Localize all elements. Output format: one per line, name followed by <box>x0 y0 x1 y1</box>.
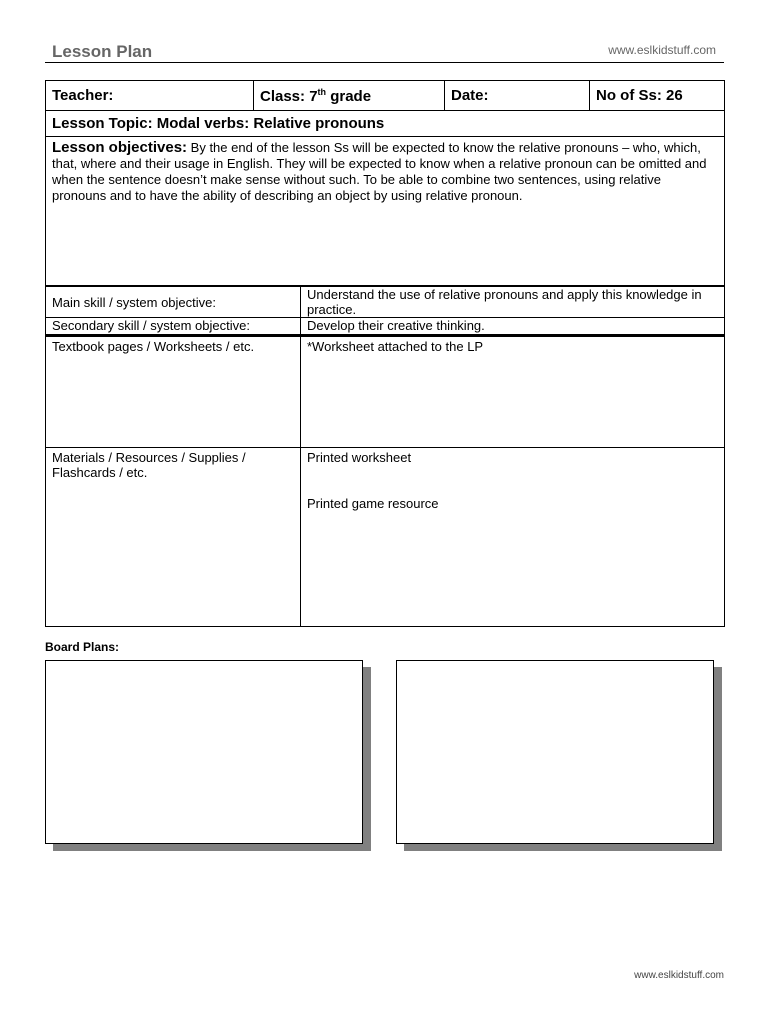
objectives-text: By the end of the lesson Ss will be expected to know the relative pronouns – who, which, that, where and their usage in English. They will be expected to know when a relative pronoun can be omitted and when the sentence doesn’t make sense without such. To be able to combine two sentences, using relative pronouns and to have the ability of describing an object by using relative pronoun. <box>52 140 707 203</box>
board-plans-label: Board Plans: <box>45 640 120 654</box>
class-label: Class: 7 <box>260 87 318 105</box>
main-skill-label: Main skill / system objective: <box>46 287 301 318</box>
spacer <box>307 465 718 496</box>
objectives-label: Lesson objectives: <box>52 139 188 156</box>
table-row <box>46 448 725 627</box>
date-cell: Date: <box>445 81 590 111</box>
board-plan-box <box>396 660 714 844</box>
materials-item: Printed worksheet <box>307 450 412 465</box>
secondary-skill-label: Secondary skill / system objective: <box>46 318 301 336</box>
main-skill-value: Understand the use of relative pronouns and apply this knowledge in practice. <box>301 287 725 318</box>
header-url: www.eslkidstuff.com <box>608 43 716 57</box>
board-plan-box <box>45 660 363 844</box>
table-row <box>46 318 725 336</box>
header-divider <box>45 62 724 63</box>
materials-value <box>301 448 725 627</box>
materials-item: Printed game resource <box>307 496 439 511</box>
class-cell <box>254 81 445 111</box>
textbook-label: Textbook pages / Worksheets / etc. <box>46 336 301 448</box>
teacher-cell: Teacher: <box>46 81 254 111</box>
class-grade: grade <box>326 87 372 105</box>
table-row <box>46 336 725 448</box>
footer-url: www.eslkidstuff.com <box>634 970 724 981</box>
lesson-info-table <box>45 80 725 111</box>
materials-label: Materials / Resources / Supplies / Flashcards / etc. <box>46 448 301 627</box>
skills-table <box>45 286 725 627</box>
secondary-skill-value: Develop their creative thinking. <box>301 318 725 336</box>
lesson-objectives <box>45 137 725 286</box>
lesson-topic: Lesson Topic: Modal verbs: Relative pronouns <box>45 109 725 137</box>
students-cell: No of Ss: 26 <box>590 81 725 111</box>
class-ordinal: th <box>317 86 327 97</box>
table-row <box>46 287 725 318</box>
textbook-value: *Worksheet attached to the LP <box>301 336 725 448</box>
page-title: Lesson Plan <box>52 42 153 61</box>
